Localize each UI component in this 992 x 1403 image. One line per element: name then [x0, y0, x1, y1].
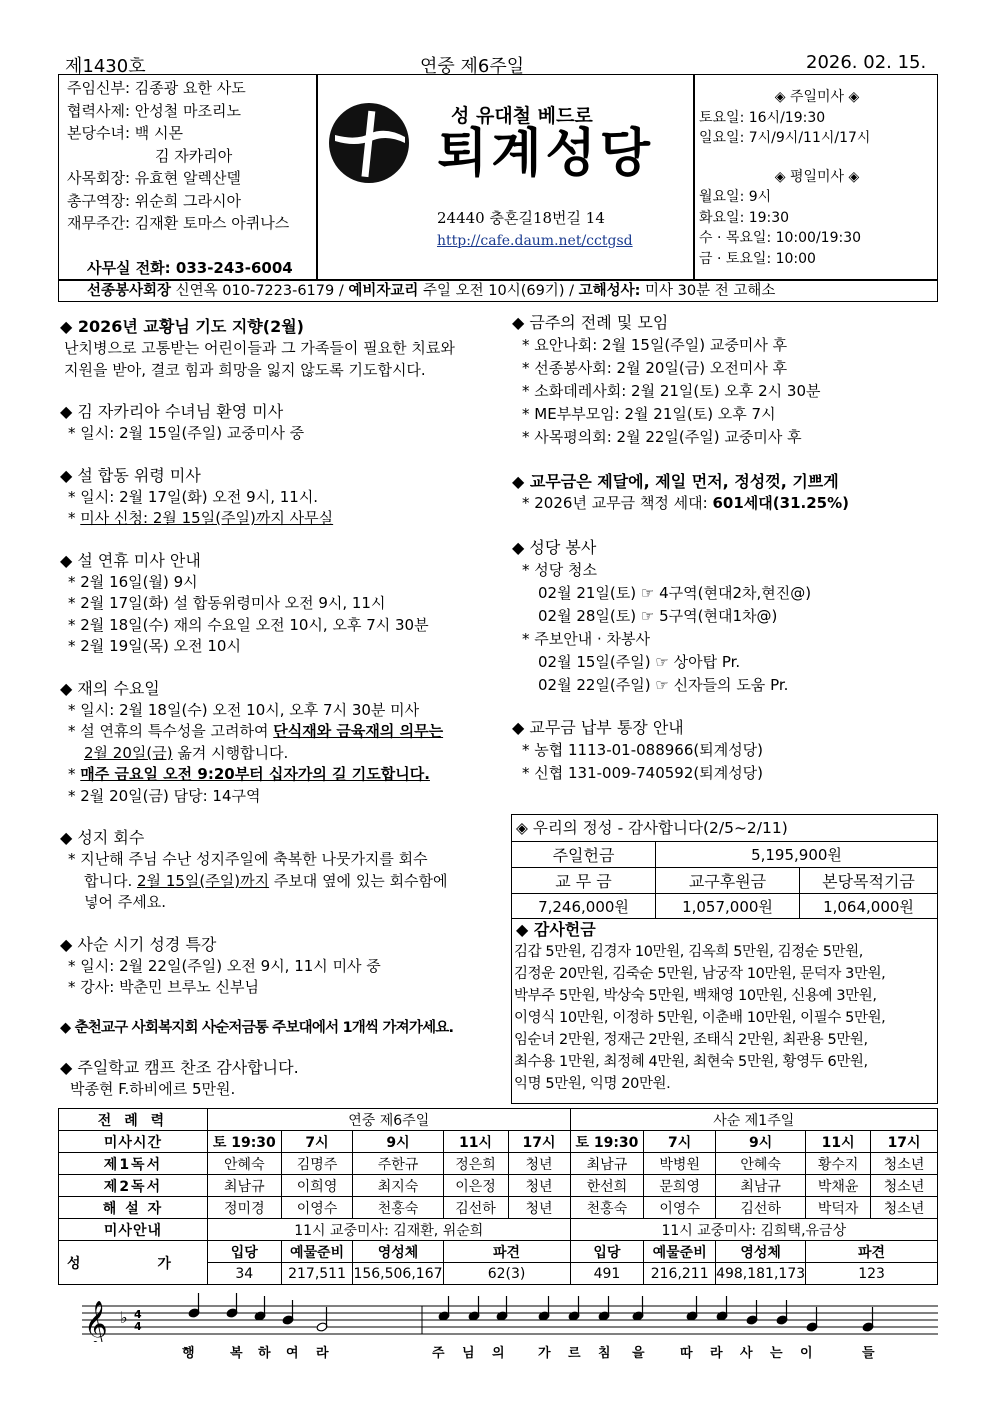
parish-patron: 성 유대철 베드로 — [451, 105, 593, 127]
row-label-mass-time: 미사시간 — [59, 1131, 208, 1153]
prayer-intention-line: 난치병으로 고통받는 어린이들과 그 가족들이 필요한 치료와 — [64, 339, 455, 357]
office-phone: 사무실 전화: 033-243-6004 — [87, 259, 293, 277]
issue-number: 제1430호 — [65, 56, 146, 77]
weekly-meeting-item: * 소화데레사회: 2월 21일(토) 오후 2시 30분 — [522, 382, 821, 400]
camp-thanks-title: ◆ 주일학교 캠프 찬조 감사합니다. — [60, 1057, 299, 1077]
parish-service-title: ◆ 성당 봉사 — [512, 537, 597, 557]
guide-subtitle: * 주보안내 · 차봉사 — [522, 629, 651, 648]
first-reader: 박병원 — [644, 1153, 716, 1175]
bible-lecture-title: ◆ 사순 시기 성경 특강 — [60, 934, 217, 954]
tithe-header: 교 무 금 — [512, 868, 656, 894]
weekday-mass-fri-sat: 금 · 토요일: 10:00 — [699, 250, 816, 267]
cleaning-subtitle: * 성당 청소 — [522, 560, 597, 579]
lyric-syllable: 행 — [182, 1346, 195, 1361]
camp-thanks-line: 박종현 F.하비에르 5만원. — [70, 1079, 236, 1098]
svg-text:𝄞: 𝄞 — [84, 1301, 108, 1342]
lyric-syllable: 의 — [492, 1346, 505, 1361]
staff-sister: 본당수녀: 백 시몬 — [67, 124, 184, 142]
music-staff-icon — [82, 1292, 938, 1342]
right-column — [512, 312, 940, 785]
row-label-first-reading: 제1독서 — [59, 1153, 208, 1175]
prayer-intention-title: ◆ 2026년 교황님 기도 지향(2월) — [60, 317, 304, 336]
staff-finance: 재무주간: 김재환 토마스 아퀴나스 — [67, 214, 290, 232]
row-label-commentator: 해 설 자 — [59, 1197, 208, 1219]
commentator: 이영수 — [281, 1197, 353, 1219]
first-reader: 청소년 — [871, 1153, 938, 1175]
lyric-syllable: 가 — [538, 1346, 551, 1361]
lyric-syllable: 사 — [740, 1346, 753, 1361]
hymn-header: 영성체 — [716, 1241, 806, 1263]
liturgical-week: 연중 제6주일 — [420, 56, 525, 77]
welcome-mass-title: ◆ 김 자카리아 수녀님 환영 미사 — [60, 402, 284, 421]
first-reader: 황수지 — [806, 1153, 871, 1175]
palm-return-deadline: 2월 15일(주일)까지 — [137, 871, 270, 890]
weekly-liturgy-title: ◆ 금주의 전례 및 모임 — [512, 313, 669, 332]
parish-fund-value: 1,064,000원 — [800, 894, 938, 919]
hymn-header: 입당 — [570, 1241, 644, 1263]
catechumen-label: 예비자교리 — [348, 283, 419, 299]
staff-sister-2: 김 자카리아 — [155, 146, 233, 165]
cleaning-schedule: 02월 21일(토) ☞ 4구역(현대2차,현진@) — [538, 583, 812, 602]
confession-label: 고해성사: — [578, 283, 641, 299]
commentator: 천홍숙 — [353, 1197, 443, 1219]
lyric-syllable: 여 — [286, 1346, 299, 1361]
way-of-cross-notice: 매주 금요일 오전 9:20부터 십자가의 길 기도합니다. — [80, 765, 430, 783]
palm-return-line: 합니다. — [84, 871, 138, 890]
tithe-households: 601세대(31.25%) — [712, 494, 849, 512]
commentator: 정미경 — [207, 1197, 281, 1219]
parish-name: 퇴계성당 — [437, 124, 654, 184]
lyrics-row — [82, 1342, 938, 1362]
sunday-mass-sat: 토요일: 16시/19:30 — [699, 109, 826, 126]
hymn-number: 156,506,167 — [353, 1263, 443, 1285]
staff-pastor: 주임신부: 김종광 요한 사도 — [67, 79, 246, 97]
ash-wednesday-line: 옮겨 시행합니다. — [172, 743, 289, 762]
lyric-syllable: 침 — [598, 1346, 611, 1361]
commentator: 이영수 — [644, 1197, 716, 1219]
parish-fund-header: 본당목적기금 — [800, 868, 938, 894]
sunday-mass-title: ◈ 주일미사 ◈ — [774, 89, 860, 105]
first-reader: 최남규 — [570, 1153, 644, 1175]
bank-account: * 농협 1113-01-088966(퇴계성당) — [522, 740, 764, 759]
memorial-mass-signup: 미사 신청: 2월 15일(주일)까지 사무실 — [80, 509, 334, 527]
svg-text:♭: ♭ — [120, 1308, 128, 1327]
parish-logo — [327, 101, 411, 189]
hymn-number: 216,211 — [644, 1263, 716, 1285]
row-label-mass-guide: 미사안내 — [59, 1219, 208, 1241]
week1-name: 연중 제6주일 — [207, 1109, 570, 1131]
commentator: 청소년 — [871, 1197, 938, 1219]
lent-savings-notice: ◆ 춘천교구 사회복지회 사순저금통 주보대에서 1개씩 가져가세요. — [60, 1019, 454, 1036]
ash-wednesday-line: * 일시: 2월 18일(수) 오전 10시, 오후 7시 30분 미사 — [68, 700, 420, 719]
lyric-syllable: 라 — [316, 1346, 329, 1361]
mass-time: 17시 — [508, 1131, 570, 1153]
account-title: ◆ 교무금 납부 통장 안내 — [512, 717, 684, 737]
svg-text:4: 4 — [134, 1320, 142, 1333]
fasting-date: 2월 20일(금) — [84, 743, 173, 762]
hymn-number: 62(3) — [443, 1263, 570, 1285]
hymn-header: 파견 — [806, 1241, 938, 1263]
catechumen-value: 주일 오전 10시(69기) / — [423, 283, 574, 299]
masthead-box — [58, 74, 938, 302]
commentator: 박덕자 — [806, 1197, 871, 1219]
commentator: 천홍숙 — [570, 1197, 644, 1219]
hymn-number: 498,181,173 — [716, 1263, 806, 1285]
staff-district-head: 총구역장: 위순희 그라시아 — [67, 191, 241, 210]
tithe-value: 7,246,000원 — [512, 894, 656, 919]
hymn-number: 34 — [207, 1263, 281, 1285]
holiday-mass-line: * 2월 16일(월) 9시 — [68, 572, 198, 591]
parish-address: 24440 충혼길18번길 14 — [437, 209, 605, 227]
mass-time: 9시 — [353, 1131, 443, 1153]
fasting-obligation: 단식재와 금육재의 의무는 — [273, 722, 444, 740]
first-reader: 안혜숙 — [716, 1153, 806, 1175]
commentator: 김선하 — [716, 1197, 806, 1219]
hymn-header: 예물준비 — [281, 1241, 353, 1263]
mass-time: 17시 — [871, 1131, 938, 1153]
weekly-meeting-item: * ME부부모임: 2월 21일(토) 오후 7시 — [522, 405, 776, 423]
lyric-syllable: 을 — [632, 1346, 645, 1361]
lyric-syllable: 이 — [800, 1346, 813, 1361]
thanks-line: 박부주 5만원, 박상숙 5만원, 백채영 10만원, 신용예 3만원, — [514, 988, 877, 1004]
lyric-syllable: 는 — [770, 1346, 783, 1361]
thanks-offering-list — [512, 941, 937, 1095]
mass-time: 9시 — [716, 1131, 806, 1153]
music-score — [82, 1292, 938, 1366]
thanks-line: 최수용 1만원, 최정혜 4만원, 최현숙 5만원, 황영두 6만원, — [514, 1054, 868, 1070]
lyric-syllable: 르 — [568, 1346, 581, 1361]
mass-time: 7시 — [281, 1131, 353, 1153]
mass-time: 토 19:30 — [207, 1131, 281, 1153]
funeral-service-value: 신연옥 010-7223-6179 / — [175, 283, 344, 299]
thanks-offering-title: ◆ 감사헌금 — [516, 920, 596, 939]
bible-lecture-line: * 강사: 박춘민 브루노 신부님 — [68, 978, 260, 996]
commentator: 청년 — [508, 1197, 570, 1219]
first-reader: 주한규 — [353, 1153, 443, 1175]
issue-date: 2026. 02. 15. — [806, 52, 927, 73]
weekly-meeting-item: * 선종봉사회: 2월 20일(금) 오전미사 후 — [522, 359, 788, 377]
second-reader: 최남규 — [716, 1175, 806, 1197]
offering-box — [511, 814, 938, 1104]
hymn-number: 491 — [570, 1263, 644, 1285]
liturgy-table — [58, 1108, 938, 1285]
second-reader: 이은정 — [443, 1175, 508, 1197]
row-label-hymns: 성 가 — [59, 1241, 208, 1285]
diocese-support-value: 1,057,000원 — [656, 894, 800, 919]
hymn-header: 예물준비 — [644, 1241, 716, 1263]
second-reader: 최남규 — [207, 1175, 281, 1197]
weekly-meeting-item: * 요안나회: 2월 15일(주일) 교중미사 후 — [522, 336, 788, 354]
palm-return-line: * 지난해 주님 수난 성지주일에 축복한 나뭇가지를 회수 — [68, 850, 428, 868]
ash-wednesday-title: ◆ 재의 수요일 — [60, 678, 160, 698]
thanks-line: 김정운 20만원, 김죽순 5만원, 남궁작 10만원, 문덕자 3만원, — [514, 966, 886, 982]
memorial-mass-line: * 일시: 2월 17일(화) 오전 9시, 11시. — [68, 487, 319, 506]
sunday-offering-value: 5,195,900원 — [656, 842, 938, 868]
welcome-mass-line: * 일시: 2월 15일(주일) 교중미사 중 — [68, 424, 305, 442]
row-label-calendar: 전 례 력 — [59, 1109, 208, 1131]
holiday-mass-line: * 2월 18일(수) 재의 수요일 오전 10시, 오후 7시 30분 — [68, 615, 429, 634]
weekday-mass-wed-thu: 수 · 목요일: 10:00/19:30 — [699, 230, 862, 246]
lyric-syllable: 들 — [862, 1346, 875, 1361]
mass-guide-week2: 11시 교중미사: 김희택,유금상 — [570, 1219, 937, 1241]
tithe-line: * 2026년 교무금 책정 세대: — [522, 494, 713, 512]
week2-name: 사순 제1주일 — [570, 1109, 937, 1131]
hymn-number: 217,511 — [281, 1263, 353, 1285]
hymn-header: 영성체 — [353, 1241, 443, 1263]
diocese-support-header: 교구후원금 — [656, 868, 800, 894]
second-reader: 문희영 — [644, 1175, 716, 1197]
palm-return-line: 넣어 주세요. — [84, 893, 166, 911]
thanks-line: 익명 5만원, 익명 20만원. — [514, 1076, 671, 1092]
hymn-header: 입당 — [207, 1241, 281, 1263]
mass-time: 7시 — [644, 1131, 716, 1153]
weekday-mass-title: ◈ 평일미사 ◈ — [774, 168, 860, 185]
staff-council-president: 사목회장: 유효현 알렉산델 — [67, 169, 241, 187]
mass-time: 토 19:30 — [570, 1131, 644, 1153]
mass-guide-week1: 11시 교중미사: 김재환, 위순희 — [207, 1219, 570, 1241]
thanks-line: 김갑 5만원, 김경자 10만원, 김옥희 5만원, 김정순 5만원, — [514, 944, 863, 960]
commentator: 김선하 — [443, 1197, 508, 1219]
hymn-number: 123 — [806, 1263, 938, 1285]
second-reader: 이희영 — [281, 1175, 353, 1197]
lyric-syllable: 하 — [258, 1346, 271, 1361]
bank-account: * 신협 131-009-740592(퇴계성당) — [522, 763, 764, 782]
first-reader: 안혜숙 — [207, 1153, 281, 1175]
holiday-mass-line: * 2월 17일(화) 설 합동위령미사 오전 9시, 11시 — [68, 594, 386, 612]
thanks-line: 이영식 10만원, 이정하 5만원, 이춘배 10만원, 이필수 5만원, — [514, 1010, 886, 1026]
second-reader: 한선희 — [570, 1175, 644, 1197]
ash-wednesday-line: * 2월 20일(금) 담당: 14구역 — [68, 786, 261, 805]
lyric-syllable: 라 — [710, 1346, 723, 1361]
row-label-second-reading: 제2독서 — [59, 1175, 208, 1197]
tithe-title: ◆ 교무금은 제달에, 제일 먼저, 정성껏, 기쁘게 — [512, 472, 839, 491]
offering-table — [512, 841, 937, 919]
lyric-syllable: 님 — [462, 1346, 475, 1361]
memorial-mass-title: ◆ 설 합동 위령 미사 — [60, 465, 201, 485]
parish-url-link[interactable]: http://cafe.daum.net/cctgsd — [437, 233, 633, 249]
weekly-meeting-item: * 사목평의회: 2월 22일(주일) 교중미사 후 — [522, 428, 802, 446]
guide-schedule: 02월 22일(주일) ☞ 신자들의 도움 Pr. — [538, 675, 789, 694]
staff-assistant-priest: 협력사제: 안성철 마조리노 — [67, 101, 241, 120]
first-reader: 청년 — [508, 1153, 570, 1175]
mass-schedule — [699, 87, 935, 269]
second-reader: 최지숙 — [353, 1175, 443, 1197]
weekday-mass-mon: 월요일: 9시 — [699, 189, 772, 205]
sunday-offering-label: 주일헌금 — [512, 842, 656, 868]
first-reader: 정은희 — [443, 1153, 508, 1175]
mass-time: 11시 — [806, 1131, 871, 1153]
ash-wednesday-line: * 설 연휴의 특수성을 고려하여 — [68, 722, 274, 740]
left-column: ◆ 2026년 교황님 기도 지향(2월) 난치병으로 고통받는 어린이들과 그 가족들이 필요한 치료와 지원을 받아, 결코 힘과 희망을 잃지 않도록 기도합시다. ◆ 김 자카리아 수녀님 환영 미사 * 일시: 2월 15일(주일) 교중미사 중 ◆ 설 합동 위령 미사 * 일시: 2월 17일(화) 오전 9시, 11시. * 미사 신청: 2월 15일(주일)까지 사무실 ◆ 설 연휴 미사 안내 * 2월 16일(월) 9시 * 2월 17일(화) 설 합동위령미사 오전 9시, 11시 * 2월 18일(수) 재의 수요일 오전 10시, 오후 7시 30분 * 2월 19일(목) 오전 10시 ◆ 재의 수요일 * 일시: 2월 18일(수) 오전 10시, 오후 7시 30분 미사 * 설 연휴의 특수성을 고려하여 단식재와 금육재의 의무는 2월 20일(금) 옮겨 시행합니다. * 매주 금요일 오전 9:20부터 십자가의 길 기도합니다. * 2월 20일(금) 담당: 14구역 ◆ 성지 회수 * 지난해 주님 수난 성지주일에 축복한 나뭇가지를 회수 합니다. 2월 15일(주일)까지 주보대 옆에 있는 회수함에 넣어 주세요. ◆ 사순 시기 성경 특강 * 일시: 2월 22일(주일) 오전 9시, 11시 미사 중 * 강사: 박춘민 브루노 신부님 ◆ 춘천교구 사회복지회 사순저금통 주보대에서 1개씩 가져가세요. ◆ 주일학교 캠프 찬조 감사합니다. 박종현 F.하비에르 5만원. — [60, 316, 500, 1100]
cross-logo-icon — [327, 101, 411, 185]
holiday-mass-title: ◆ 설 연휴 미사 안내 — [60, 550, 201, 570]
lyric-syllable: 복 — [230, 1346, 243, 1361]
palm-return-title: ◆ 성지 회수 — [60, 828, 145, 847]
palm-return-line: 주보대 옆에 있는 회수함에 — [269, 871, 448, 890]
second-reader: 박채윤 — [806, 1175, 871, 1197]
offering-title: ◈ 우리의 정성 - 감사합니다(2/5~2/11) — [516, 819, 788, 837]
hymn-header: 파견 — [443, 1241, 570, 1263]
funeral-service-label: 선종봉사회장 — [87, 283, 172, 299]
sunday-mass-sun: 일요일: 7시/9시/11시/17시 — [699, 130, 871, 146]
confession-value: 미사 30분 전 고해소 — [645, 283, 776, 299]
second-reader: 청소년 — [871, 1175, 938, 1197]
mass-time: 11시 — [443, 1131, 508, 1153]
cleaning-schedule: 02월 28일(토) ☞ 5구역(현대1차@) — [538, 606, 778, 625]
staff-list — [67, 77, 289, 235]
lyric-syllable: 주 — [432, 1346, 445, 1361]
first-reader: 김명주 — [281, 1153, 353, 1175]
holiday-mass-line: * 2월 19일(목) 오전 10시 — [68, 637, 241, 655]
contact-bar — [87, 281, 775, 301]
second-reader: 청년 — [508, 1175, 570, 1197]
bible-lecture-line: * 일시: 2월 22일(주일) 오전 9시, 11시 미사 중 — [68, 956, 381, 975]
lyric-syllable: 따 — [680, 1346, 693, 1361]
svg-text:4: 4 — [134, 1308, 142, 1321]
thanks-line: 임순녀 2만원, 정재근 2만원, 조태식 2만원, 최관용 5만원, — [514, 1032, 868, 1048]
weekday-mass-tue: 화요일: 19:30 — [699, 209, 790, 226]
prayer-intention-line: 지원을 받아, 결코 힘과 희망을 잃지 않도록 기도합시다. — [64, 360, 426, 379]
guide-schedule: 02월 15일(주일) ☞ 상아탑 Pr. — [538, 652, 741, 671]
